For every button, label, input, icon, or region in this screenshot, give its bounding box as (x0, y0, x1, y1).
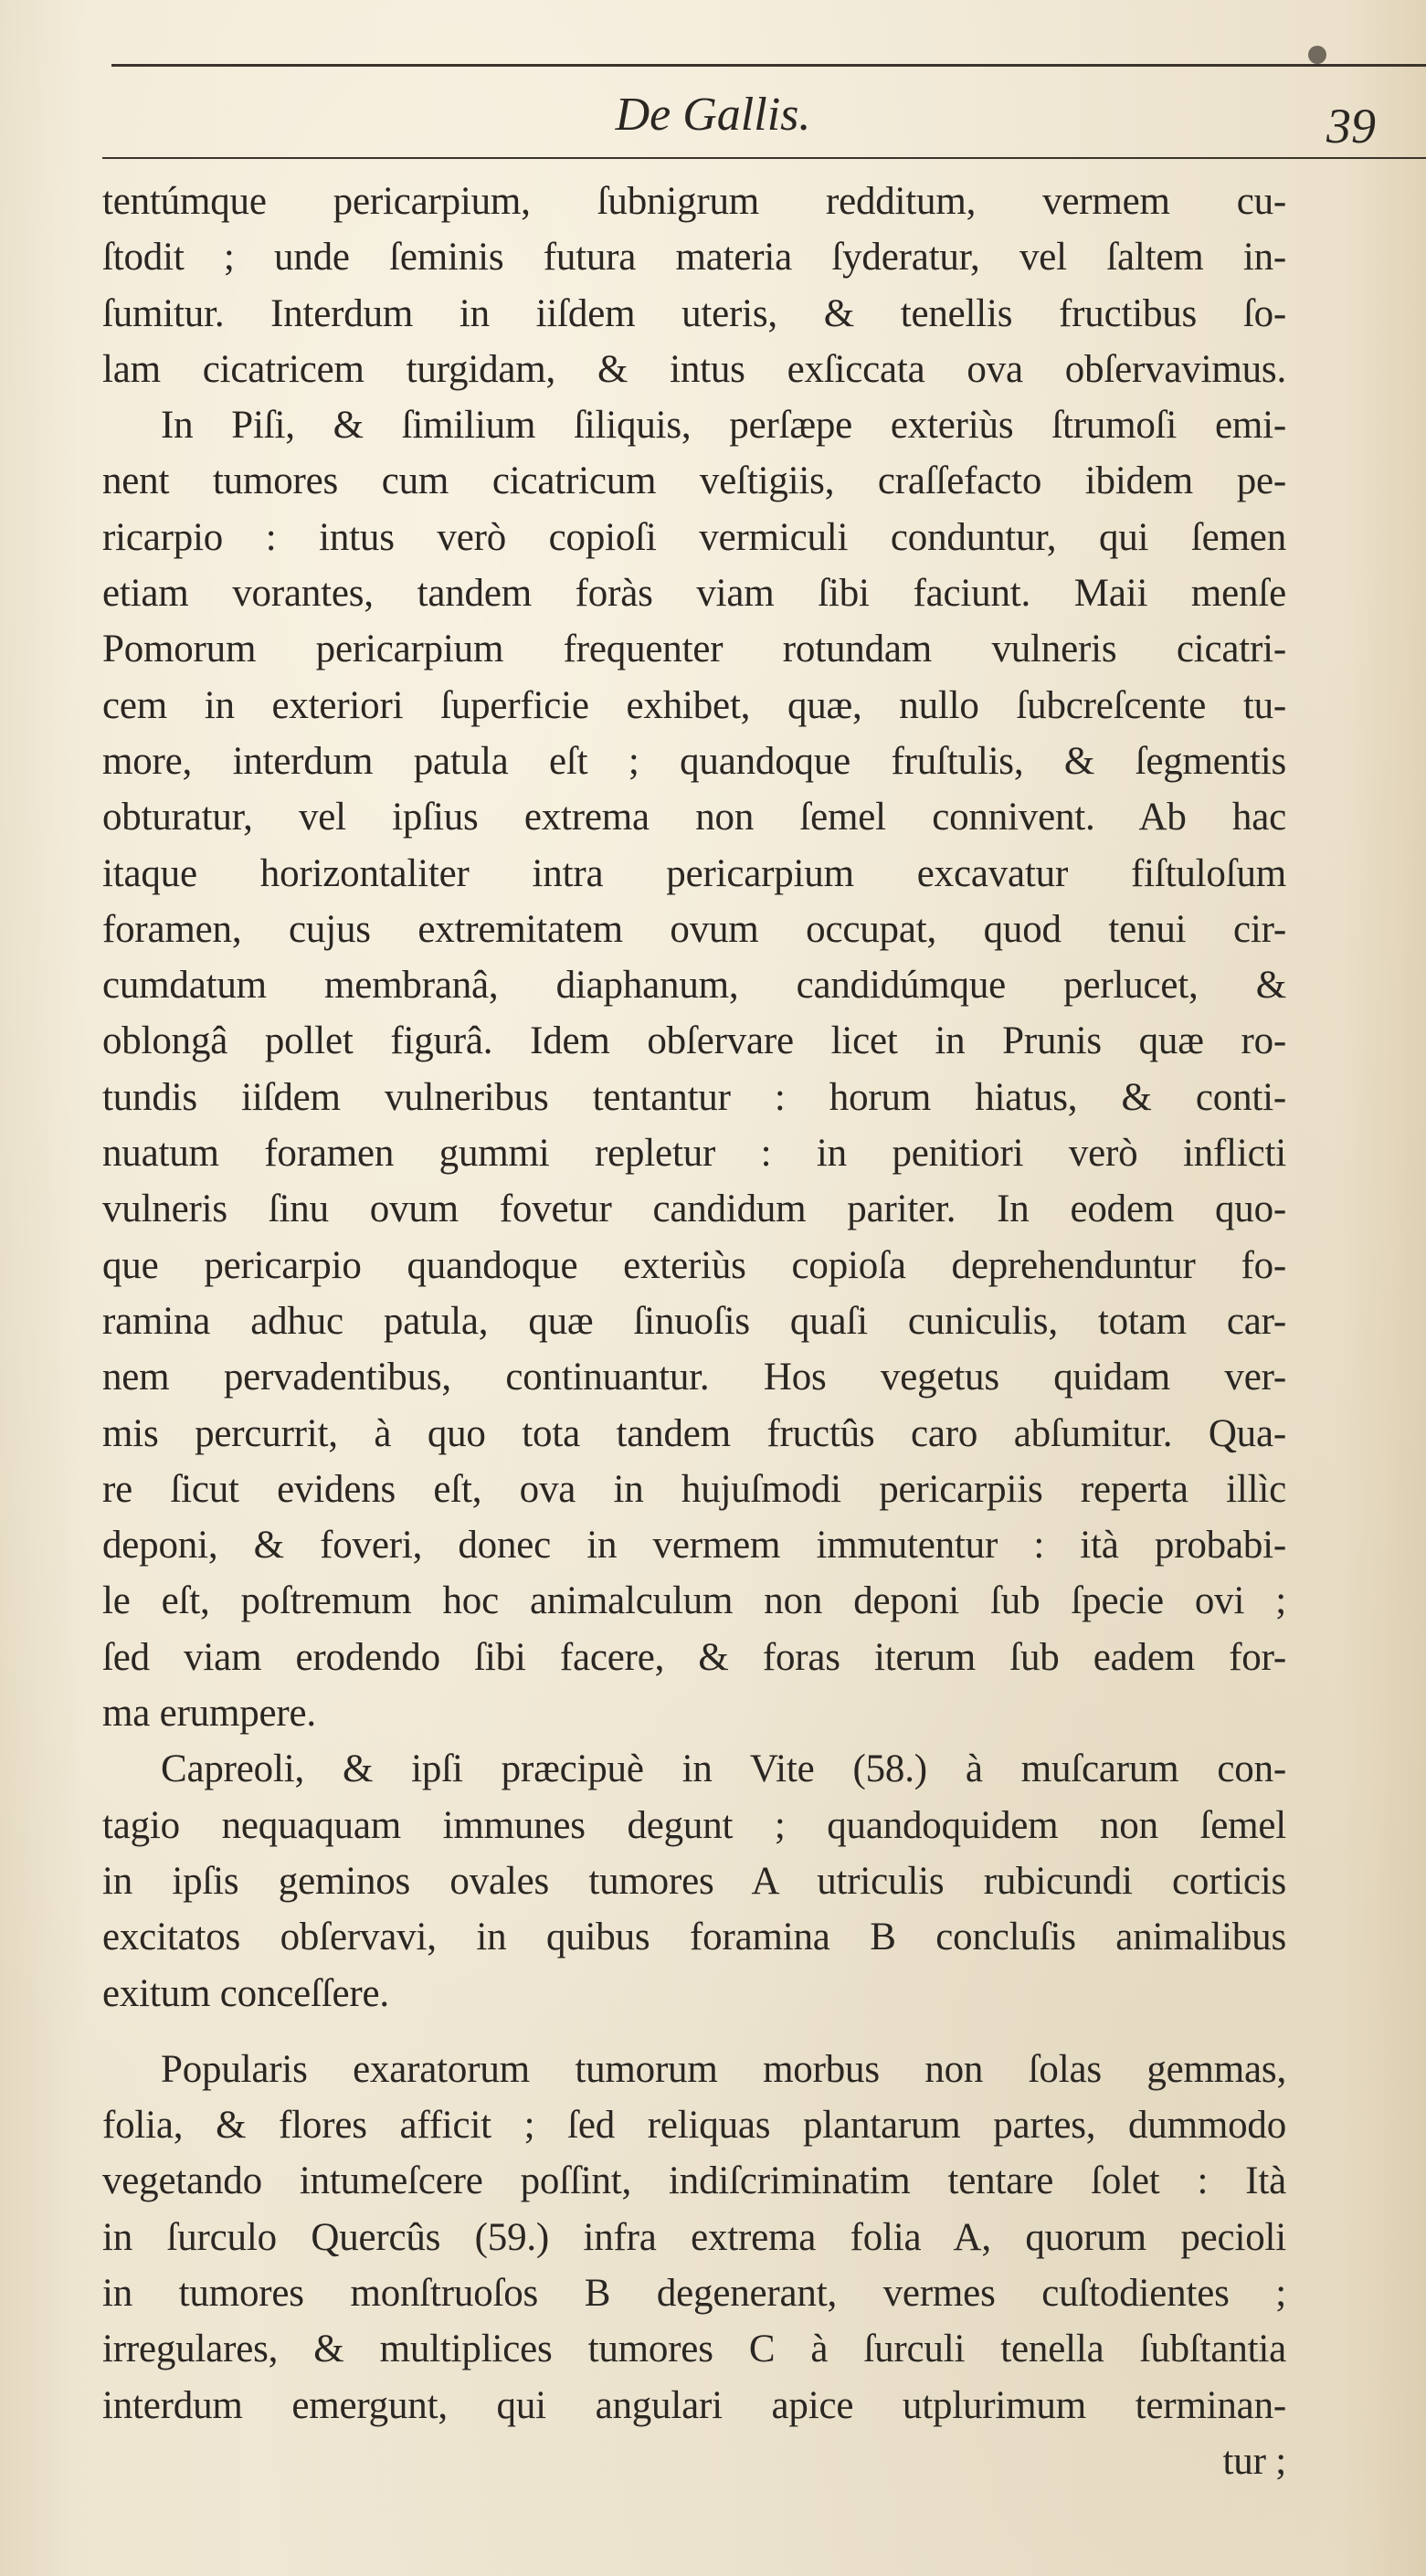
text-line: interdum emergunt, qui angulari apice utplurimum terminan- (102, 2383, 1286, 2427)
text-line: Popularis exaratorum tumorum morbus non ſolas gemmas, (161, 2047, 1286, 2091)
text-line: deponi, & foveri, donec in vermem immutentur : ità probabi- (102, 1524, 1286, 1568)
paragraph-2 (102, 397, 1286, 1741)
text-line: in ſurculo Quercûs (59.) infra extrema folia A, quorum pecioli (102, 2215, 1286, 2259)
text-line: ramina adhuc patula, quæ ſinuoſis quaſi cuniculis, totam car- (102, 1299, 1286, 1343)
running-title: De Gallis. (615, 89, 811, 141)
text-line: foramen, cujus extremitatem ovum occupat, quod tenui cir- (102, 907, 1286, 951)
text-line: in tumores monſtruoſos B degenerant, vermes cuſtodientes ; (102, 2271, 1286, 2315)
text-line: tentúmque pericarpium, ſubnigrum redditum, vermem cu- (102, 180, 1286, 223)
text-line: etiam vorantes, tandem foràs viam ſibi faciunt. Maii menſe (102, 572, 1286, 616)
text-line: cem in exteriori ſuperficie exhibet, quæ, nullo ſubcreſcente tu- (102, 683, 1286, 727)
page-number: 39 (1326, 99, 1376, 153)
text-line: Pomorum pericarpium frequenter rotundam vulneris cicatri- (102, 628, 1286, 671)
text-line: In Piſi, & ſimilium ſiliquis, perſæpe exteriùs ſtrumoſi emi- (161, 404, 1286, 448)
text-line: mis percurrit, à quo tota tandem fructûs caro abſumitur. Qua- (102, 1411, 1286, 1455)
text-line: more, interdum patula eſt ; quandoque fruſtulis, & ſegmentis (102, 739, 1286, 783)
text-line: oblongâ pollet figurâ. Idem obſervare licet in Prunis quæ ro- (102, 1019, 1286, 1063)
text-line: tundis iiſdem vulneribus tentantur : horum hiatus, & conti- (102, 1075, 1286, 1119)
text-line: ſtodit ; unde ſeminis futura materia ſyderatur, vel ſaltem in- (102, 236, 1286, 280)
text-line: ma erumpere. (102, 1692, 316, 1736)
paragraph-1 (102, 174, 1286, 397)
text-line: in ipſis geminos ovales tumores A utriculis rubicundi corticis (102, 1859, 1286, 1903)
text-line: vulneris ſinu ovum fovetur candidum pariter. In eodem quo- (102, 1188, 1286, 1231)
paragraph-4 (102, 2042, 1286, 2433)
text-line: itaque horizontaliter intra pericarpium excavatur fiſtuloſum (102, 851, 1286, 895)
text-line: nent tumores cum cicatricum veſtigiis, craſſefacto ibidem pe- (102, 459, 1286, 503)
text-line: folia, & flores afficit ; ſed reliquas plantarum partes, dummodo (102, 2104, 1286, 2148)
text-line: nuatum foramen gummi repletur : in penitiori verò inflicti (102, 1132, 1286, 1176)
text-line: irregulares, & multiplices tumores C à ſurculi tenella ſubſtantia (102, 2328, 1286, 2371)
text-line: tagio nequaquam immunes degunt ; quandoquidem non ſemel (102, 1803, 1286, 1847)
header-rule-bottom (102, 157, 1426, 159)
text-line: cumdatum membranâ, diaphanum, candidúmque perlucet, & (102, 964, 1286, 1008)
header-rule-top (111, 64, 1426, 67)
text-line: que pericarpio quandoque exteriùs copioſa deprehenduntur fo- (102, 1243, 1286, 1287)
text-line: Capreoli, & ipſi præcipuè in Vite (58.) à muſcarum con- (161, 1747, 1286, 1791)
text-line: vegetando intumeſcere poſſint, indiſcriminatim tentare ſolet : Ità (102, 2159, 1286, 2203)
text-line: ricarpio : intus verò copioſi vermiculi conduntur, qui ſemen (102, 515, 1286, 559)
paragraph-3 (102, 1741, 1286, 2021)
text-line: exitum conceſſere. (102, 1971, 389, 2015)
text-line: ſed viam erodendo ſibi facere, & foras iterum ſub eadem for- (102, 1635, 1286, 1679)
ink-spot (1308, 46, 1326, 64)
catchword: tur ; (1222, 2439, 1286, 2483)
body-text (102, 174, 1286, 2489)
text-line: excitatos obſervavi, in quibus foramina B concluſis animalibus (102, 1916, 1286, 1959)
text-line: re ſicut evidens eſt, ova in hujuſmodi pericarpiis reperta illìc (102, 1467, 1286, 1511)
text-line: le eſt, poſtremum hoc animalculum non deponi ſub ſpecie ovi ; (102, 1579, 1286, 1623)
text-line: obturatur, vel ipſius extrema non ſemel connivent. Ab hac (102, 796, 1286, 839)
text-line: nem pervadentibus, continuantur. Hos vegetus quidam ver- (102, 1356, 1286, 1399)
paragraph-gap (102, 2022, 1286, 2042)
text-line: lam cicatricem turgidam, & intus exſiccata ova obſervavimus. (102, 347, 1286, 391)
text-line: ſumitur. Interdum in iiſdem uteris, & tenellis fructibus ſo- (102, 291, 1286, 335)
